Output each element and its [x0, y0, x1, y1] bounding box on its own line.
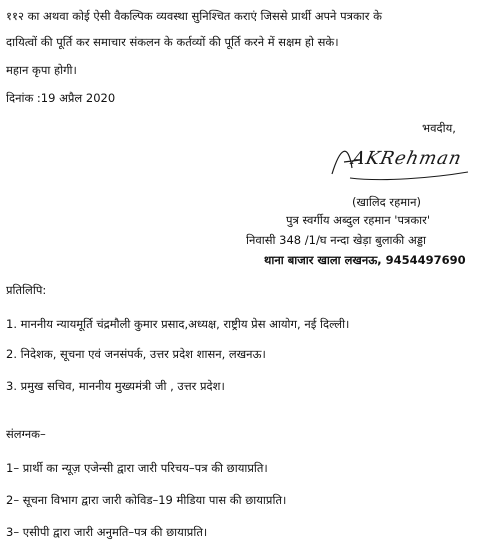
signatory-address: निवासी 348 /1/घ नन्दा खेड़ा बुलाकी अड्डा	[246, 233, 426, 247]
enclosure-item-3: 3– एसीपी द्वारा जारी अनुमति–पत्र की छायाप्रति।	[6, 525, 208, 539]
copy-item-3: 3. प्रमुख सचिव, माननीय मुख्यमंत्री जी , उत्तर प्रदेश।	[6, 379, 225, 393]
enclosure-item-1: 1– प्रार्थी का न्यूज़ एजेन्सी द्वारा जारी परिचय–पत्र की छायाप्रति।	[6, 461, 268, 475]
copies-heading: प्रतिलिपि:	[6, 283, 47, 297]
copy-item-1: 1. माननीय न्यायमूर्ति चंद्रमौली कुमार प्रसाद,अध्यक्ष, राष्ट्रीय प्रेस आयोग, नई दिल्ली।	[6, 317, 350, 331]
letter-date: दिनांक :19 अप्रैल 2020	[6, 91, 116, 105]
body-paragraph-line-2: दायित्वों की पूर्ति कर समाचार संकलन के कर्तव्यों की पूर्ति करने में सक्षम हो सके।	[6, 35, 339, 49]
closing-request: महान कृपा होगी।	[6, 63, 77, 77]
enclosures-heading: संलग्नक–	[6, 427, 46, 441]
signatory-relation: पुत्र स्वर्गीय अब्दुल रहमान 'पत्रकार'	[286, 213, 430, 227]
signature-text: AKRehman	[349, 148, 464, 169]
body-paragraph-line-1: ११२ का अथवा कोई ऐसी वैकल्पिक व्यवस्था सुनिश्चित कराएं जिससे प्रार्थी अपने पत्रकार के	[6, 9, 382, 23]
signatory-police-station-phone: थाना बाजार खाला लखनऊ, 9454497690	[264, 253, 466, 267]
signatory-name: (खालिद रहमान)	[352, 195, 421, 209]
enclosure-item-2: 2– सूचना विभाग द्वारा जारी कोविड–19 मीडिया पास की छायाप्रति।	[6, 493, 287, 507]
salutation: भवदीय,	[422, 121, 456, 135]
copy-item-2: 2. निदेशक, सूचना एवं जनसंपर्क, उत्तर प्रदेश शासन, लखनऊ।	[6, 347, 266, 361]
